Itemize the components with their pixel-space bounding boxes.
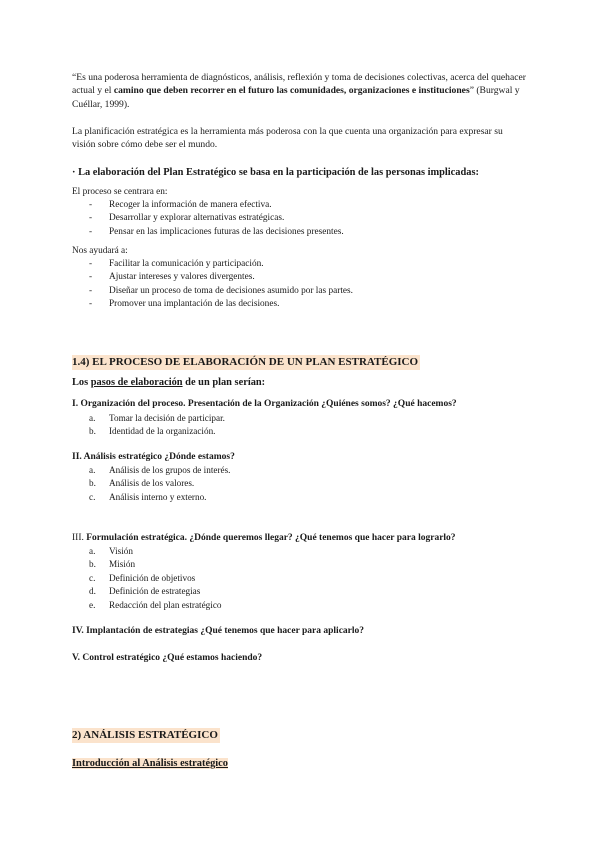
- section-heading-2: 2) ANÁLISIS ESTRATÉGICO: [72, 729, 218, 741]
- step-1-title: I. Organización del proceso. Presentación de la Organización ¿Quiénes somos? ¿Qué hacemos?: [72, 399, 457, 409]
- quote-citation: ” (Burgwal y Cuéllar, 1999).: [72, 85, 520, 110]
- quote-paragraph: [72, 71, 528, 111]
- participation-heading: · La elaboración del Plan Estratégico se basa en la participación de las personas implicadas:: [72, 167, 479, 178]
- list-item: c. Definición de objetivos: [89, 572, 196, 583]
- quote-text-bold: camino que deben recorrer en el futuro las comunidades, organizaciones e instituciones: [113, 85, 470, 97]
- list-item: e. Redacción del plan estratégico: [89, 599, 222, 610]
- process-intro: El proceso se centrara en:: [72, 187, 168, 197]
- list-item: - Recoger la información de manera efectiva.: [89, 200, 272, 210]
- step-2-title: II. Análisis estratégico ¿Dónde estamos?: [72, 452, 235, 462]
- list-item: - Promover una implantación de las decisiones.: [89, 299, 280, 310]
- analysis-subtitle: Introducción al Análisis estratégico: [72, 758, 228, 769]
- step-4-title: IV. Implantación de estrategias ¿Qué tenemos que hacer para aplicarlo?: [72, 626, 365, 636]
- planning-paragraph: La planificación estratégica es la herramienta más poderosa con la que cuenta una organización para expresar su visión sobre cómo debe ser el mundo.: [72, 126, 503, 151]
- list-item: - Ajustar intereses y valores divergentes.: [89, 272, 255, 283]
- list-item: a. Tomar la decisión de participar.: [89, 413, 225, 423]
- list-item: - Pensar en las implicaciones futuras de las decisiones presentes.: [89, 226, 344, 237]
- step-1-list: [72, 412, 225, 439]
- list-item: b. Análisis de los valores.: [89, 478, 195, 489]
- help-list: [72, 258, 353, 312]
- step-3-list: [72, 545, 222, 612]
- section-heading-1-4: 1.4) EL PROCESO DE ELABORACIÓN DE UN PLAN ESTRATÉGICO: [72, 356, 419, 368]
- list-item: - Facilitar la comunicación y participación.: [89, 259, 264, 269]
- process-list: [72, 199, 344, 239]
- list-item: b. Misión: [89, 559, 136, 570]
- steps-subtitle: Los pasos de elaboración de un plan serían:: [72, 377, 266, 388]
- list-item: a. Visión: [89, 546, 133, 556]
- quote-text-start: “Es una poderosa herramienta de diagnósticos, análisis, reflexión y toma de decisiones colectivas, acerca del quehacer actual y el: [72, 72, 526, 97]
- step-2-list: [72, 464, 230, 504]
- help-intro: Nos ayudará a:: [72, 246, 128, 256]
- step-3-title: III. Formulación estratégica. ¿Dónde queremos llegar? ¿Qué tenemos que hacer para lograrlo?: [72, 533, 456, 543]
- list-item: d. Definición de estrategias: [89, 586, 201, 597]
- list-item: - Desarrollar y explorar alternativas estratégicas.: [89, 213, 285, 224]
- step-5-title: V. Control estratégico ¿Qué estamos haciendo?: [72, 653, 263, 663]
- list-item: c. Análisis interno y externo.: [89, 491, 207, 502]
- list-item: - Diseñar un proceso de toma de decisiones asumido por las partes.: [89, 285, 353, 296]
- list-item: b. Identidad de la organización.: [89, 426, 216, 437]
- list-item: a. Análisis de los grupos de interés.: [89, 465, 231, 475]
